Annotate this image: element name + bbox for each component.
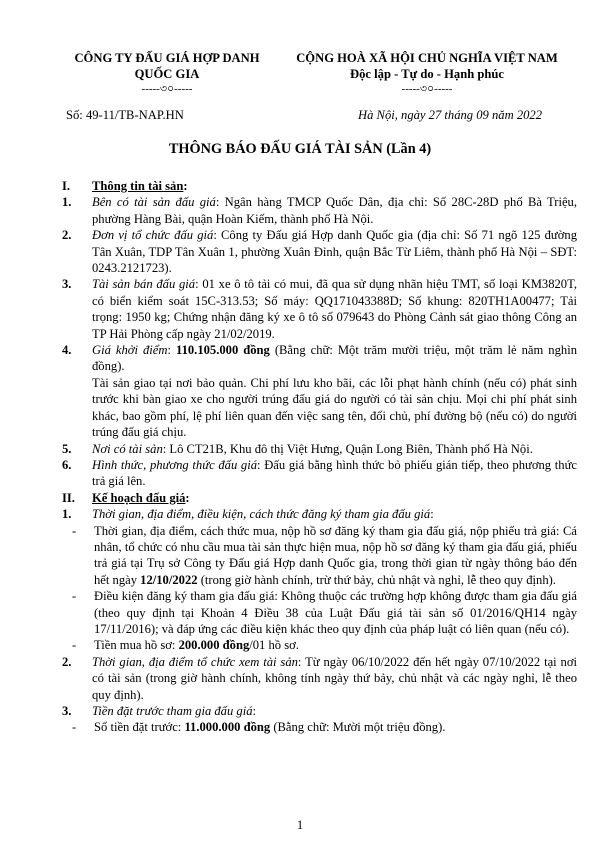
org-name-line2: QUỐC GIA xyxy=(134,67,200,81)
dash-mark: - xyxy=(72,638,77,653)
list-item xyxy=(62,457,577,490)
item-label: Tài sản bán đấu giá xyxy=(92,277,196,292)
sub-item xyxy=(62,588,577,637)
item-number: 5. xyxy=(62,441,72,456)
org-name-line1: CÔNG TY ĐẤU GIÁ HỢP DANH xyxy=(74,51,260,65)
national-header xyxy=(284,50,570,96)
starting-price: 110.105.000 đồng xyxy=(175,343,270,358)
section-number: II. xyxy=(62,490,75,505)
sub-item xyxy=(62,719,577,735)
sub-item xyxy=(62,523,577,589)
item-colon: : xyxy=(252,704,257,718)
dossier-fee: 200.000 đồng xyxy=(178,638,250,653)
item-label: Thời gian, địa điểm tổ chức xem tài sản xyxy=(92,654,298,669)
organization-header xyxy=(62,50,272,96)
dash-mark: - xyxy=(72,720,77,735)
section-colon: : xyxy=(185,490,190,505)
nation-title: CỘNG HOÀ XÃ HỘI CHỦ NGHĨA VIỆT NAM xyxy=(296,51,558,65)
item-text: : Ngân hàng TMCP Quốc Dân, địa chỉ: Số 28C-28D phố Bà Triệu, phường Hàng Bài, quận Hoàn Kiếm, thành phố Hà Nội. xyxy=(92,195,578,226)
deposit-amount: 11.000.000 đồng xyxy=(184,720,271,735)
sub-item-text-end: (trong giờ hành chính, trừ thứ bảy, chủ nhật và nghỉ, lễ theo quy định). xyxy=(197,572,556,587)
item-label: Hình thức, phương thức đấu giá xyxy=(92,457,258,472)
item-text: : Đấu giá bằng hình thức bỏ phiếu gián tiếp, theo phương thức trả giá lên. xyxy=(92,457,577,489)
item-text: : Từ ngày 06/10/2022 đến hết ngày 07/10/2022 tại nơi có tài sản (trong giờ hành chính, không tính ngày thứ bảy, chủ nhật và các ngày nghỉ, lễ theo quy định). xyxy=(92,654,577,702)
sub-item xyxy=(62,637,577,653)
section-title: Kế hoạch đấu giá xyxy=(92,490,186,505)
item-number: 6. xyxy=(62,457,72,472)
sub-item-text: Số tiền đặt trước: xyxy=(94,720,185,735)
document-date: Hà Nội, ngày 27 tháng 09 năm 2022 xyxy=(358,108,543,122)
item-text: : 01 xe ô tô tải có mui, đã qua sử dụng nhãn hiệu TMT, số loại KM3820T, có biển kiểm soát 15C-313.53; Số máy: QQ171043388D; Số khung: 820TH1A00477; Tải trọng: 1950 kg; Chứng nhận đăng ký xe ô tô số 079643 do Phòng Cảnh sát giao thông Công an TP Hải Phòng cấp ngày 21/02/2019. xyxy=(92,277,577,341)
sub-item-text: Điều kiện đăng ký tham gia đấu giá: Không thuộc các trường hợp không được tham gia đấu giá (theo quy định tại Khoản 4 Điều 38 của Luật Đấu giá tài sản số 01/2016/QH14 ngày 17/11/2016); và đáp ứng các điều kiện khác theo quy định của pháp luật có liên quan (nếu có). xyxy=(94,589,577,636)
sub-item-text-end: /01 hồ sơ. xyxy=(249,638,299,653)
nation-motto: Độc lập - Tự do - Hạnh phúc xyxy=(350,67,504,81)
list-item xyxy=(62,227,577,276)
item-label: Bên có tài sản đấu giá xyxy=(92,195,216,210)
item-label: Tiền đặt trước tham gia đấu giá xyxy=(92,704,253,718)
section-number: I. xyxy=(62,179,71,193)
document-body xyxy=(62,178,577,736)
item-number: 1. xyxy=(62,195,72,210)
org-decoration: -----৩০----- xyxy=(141,83,193,95)
item-colon: : xyxy=(167,343,176,358)
dash-mark: - xyxy=(72,523,77,538)
section-colon: : xyxy=(183,179,188,193)
item-label: Thời gian, địa điểm, điều kiện, cách thức đăng ký tham gia đấu giá xyxy=(92,507,431,522)
item-label: Đơn vị tổ chức đấu giá xyxy=(92,228,214,243)
nation-decoration: -----৩০----- xyxy=(401,83,453,95)
item-label: Giá khởi điểm xyxy=(92,343,168,358)
document-number: Số: 49-11/TB-NAP.HN xyxy=(66,108,184,122)
page-number: 1 xyxy=(296,818,304,832)
dash-mark: - xyxy=(72,589,77,604)
list-item xyxy=(62,506,577,522)
sub-item-text: Tiền mua hồ sơ: xyxy=(94,638,179,653)
section-title: Thông tin tài sản xyxy=(92,179,184,193)
item-number: 2. xyxy=(62,654,72,669)
item-colon: : xyxy=(430,507,434,522)
list-item xyxy=(62,194,577,227)
sub-item-text-end: (Bằng chữ: Mười một triệu đồng). xyxy=(270,720,446,735)
item-number: 3. xyxy=(62,277,72,292)
section-heading xyxy=(62,178,577,194)
item-number: 4. xyxy=(62,343,72,358)
list-item xyxy=(62,342,577,375)
list-item xyxy=(62,276,577,342)
item-text: (Bằng chữ: Một trăm mười triệu, một trăm lẻ năm nghìn đồng). xyxy=(92,343,577,374)
document-title: THÔNG BÁO ĐẤU GIÁ TÀI SẢN (Lần 4) xyxy=(168,141,432,157)
item-label: Nơi có tài sản xyxy=(92,441,163,456)
list-item xyxy=(62,703,577,719)
item-text: : Lô CT21B, Khu đô thị Việt Hưng, Quận Long Biên, Thành phố Hà Nội. xyxy=(162,441,533,456)
item-text: : Công ty Đấu giá Hợp danh Quốc gia (địa chỉ: Số 71 ngõ 125 đường Tân Xuân, TDP Tân Xuân 1, phường Xuân Đỉnh, quận Bắc Từ Liêm, thành phố Hà Nội – SĐT: 0243.2121723). xyxy=(92,228,577,276)
deadline-date: 12/10/2022 xyxy=(140,572,198,587)
section-heading xyxy=(62,490,577,506)
list-item xyxy=(62,654,577,703)
item-number: 1. xyxy=(62,507,72,522)
item-number: 2. xyxy=(62,228,72,243)
item-note: Tài sản giao tại nơi bảo quản. Chi phí lưu kho bãi, các lỗi phạt hành chính (nếu có) phát sinh trước khi bàn giao xe cho người trúng đấu giá do người có tài sản chịu. Mọi chi phí phát sinh khác, bao gồm phí, lệ phí liên quan đến việc sang tên, đổi chủ, phí đường bộ (nếu có) do người trúng đấu giá chịu. xyxy=(92,375,577,440)
sub-item-text: Thời gian, địa điểm, cách thức mua, nộp hồ sơ đăng ký tham gia đấu giá, nộp phiếu trả giá: Cá nhân, tổ chức có nhu cầu mua tài sản thực hiện mua, nộp hồ sơ đăng ký tham gia đấu giá, phiếu trả giá tại Trụ sở Công ty Đấu giá Hợp danh Quốc gia, trong thời gian từ ngày thông báo đến hết ngày xyxy=(94,523,577,587)
list-item xyxy=(62,441,577,457)
item-number: 3. xyxy=(62,704,72,718)
